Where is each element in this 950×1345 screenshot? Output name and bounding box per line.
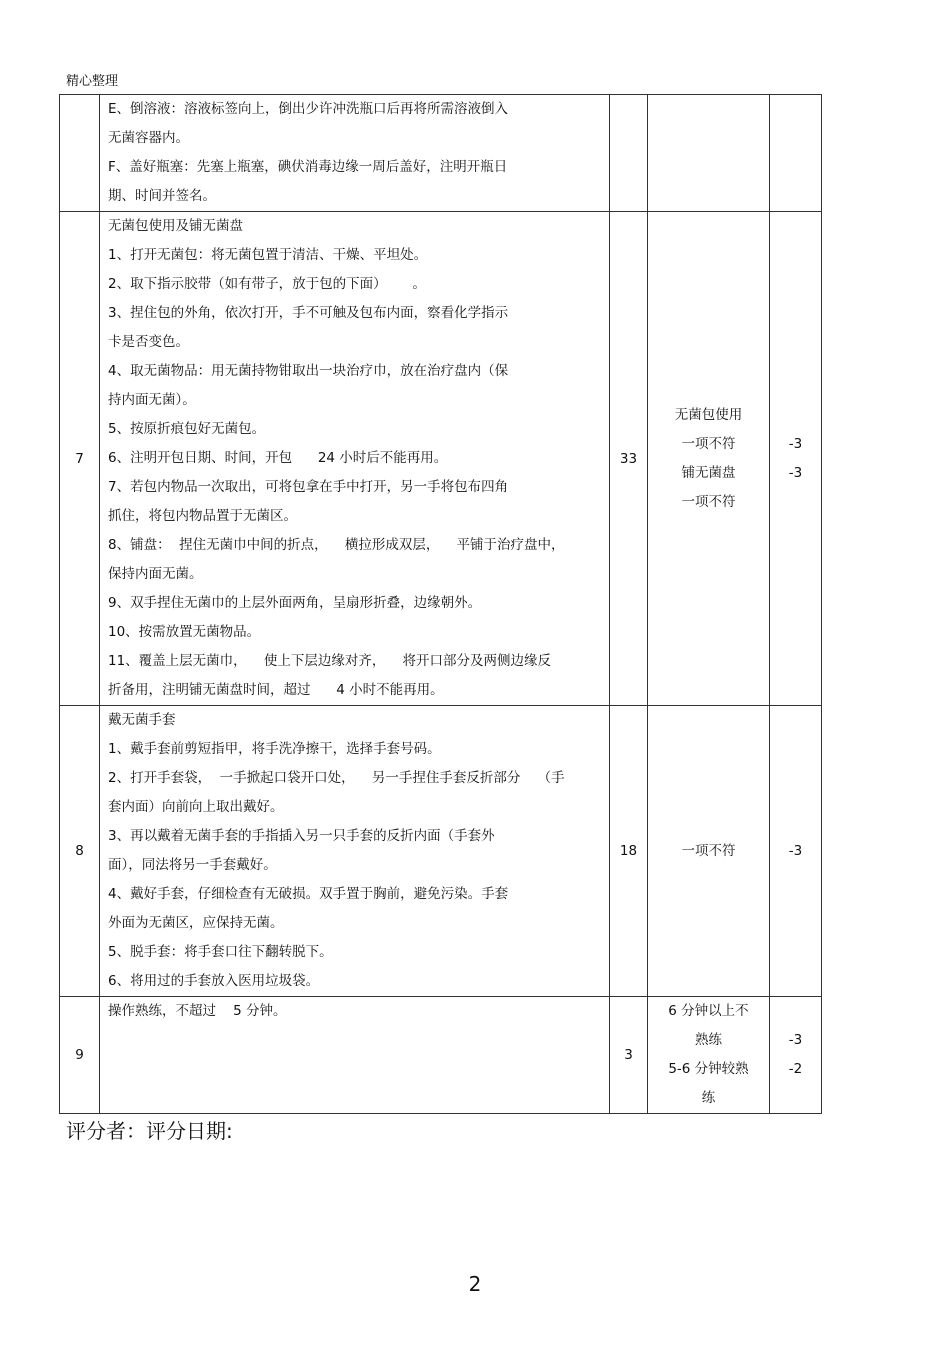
content-line: 套内面）向前向上取出戴好。 — [108, 799, 284, 815]
deduction-criteria — [648, 95, 770, 212]
content-line: 10、按需放置无菌物品。 — [108, 624, 261, 640]
table-row — [60, 997, 822, 1114]
content-line: 9、双手捏住无菌巾的上层外面两角，呈扇形折叠，边缘朝外。 — [108, 595, 482, 611]
item-content — [100, 95, 610, 212]
content-line: 2、取下指示胶带（如有带子，放于包的下面） 。 — [108, 276, 426, 292]
content-line: 5、脱手套：将手套口往下翻转脱下。 — [108, 944, 333, 960]
content-line: 2、打开手套袋， 一手掀起口袋开口处， 另一手捏住手套反折部分 （手 — [108, 770, 565, 786]
criteria-line: 铺无菌盘 — [681, 464, 736, 481]
content-line: 期、时间并签名。 — [108, 188, 216, 204]
content-line: 4、戴好手套，仔细检查有无破损。双手置于胸前，避免污染。手套 — [108, 886, 509, 902]
content-line: 11、覆盖上层无菌巾， 使上下层边缘对齐， 将开口部分及两侧边缘反 — [108, 653, 552, 669]
deduction-value: -3 — [788, 842, 803, 859]
content-line: 无菌容器内。 — [108, 130, 189, 146]
content-line: 3、再以戴着无菌手套的手指插入另一只手套的反折内面（手套外 — [108, 828, 495, 844]
deduction-value: -3 — [788, 435, 803, 452]
content-line: 持内面无菌）。 — [108, 392, 196, 408]
deduction-points — [770, 997, 822, 1114]
page-number: 2 — [468, 1272, 482, 1296]
table-row — [60, 212, 822, 706]
content-line: 3、捏住包的外角，依次打开，手不可触及包布内面，察看化学指示 — [108, 305, 509, 321]
content-line: 6、注明开包日期、时间，开包 24 小时后不能再用。 — [108, 450, 448, 466]
criteria-line: 无菌包使用 — [674, 406, 743, 423]
item-number: 9 — [60, 997, 100, 1114]
content-line: 抓住，将包内物品置于无菌区。 — [108, 508, 297, 524]
criteria-line: 一项不符 — [681, 842, 736, 859]
item-content — [100, 997, 610, 1114]
table-row — [60, 706, 822, 997]
item-content — [100, 706, 610, 997]
deduction-criteria — [648, 997, 770, 1114]
item-score — [610, 95, 648, 212]
criteria-line: 一项不符 — [681, 435, 736, 452]
item-number: 7 — [60, 212, 100, 706]
deduction-criteria — [648, 706, 770, 997]
item-score: 18 — [610, 706, 648, 997]
item-number — [60, 95, 100, 212]
item-score: 3 — [610, 997, 648, 1114]
deduction-criteria — [648, 212, 770, 706]
content-line: 操作熟练，不超过 5 分钟。 — [108, 1003, 287, 1019]
deduction-value: -3 — [788, 464, 803, 481]
content-line: E、倒溶液：溶液标签向上，倒出少许冲洗瓶口后再将所需溶液倒入 — [108, 101, 509, 117]
deduction-points — [770, 706, 822, 997]
content-line: 1、打开无菌包：将无菌包置于清洁、干燥、平坦处。 — [108, 247, 428, 263]
item-score: 33 — [610, 212, 648, 706]
scorer-signature-line: 评分者：评分日期: — [66, 1119, 233, 1143]
content-line: 戴无菌手套 — [108, 712, 176, 728]
content-line: 7、若包内物品一次取出，可将包拿在手中打开，另一手将包布四角 — [108, 479, 509, 495]
deduction-value: -2 — [788, 1061, 803, 1077]
content-line: 6、将用过的手套放入医用垃圾袋。 — [108, 973, 320, 989]
criteria-line: 练 — [701, 1090, 716, 1106]
content-line: 面），同法将另一手套戴好。 — [108, 857, 277, 873]
criteria-line: 一项不符 — [681, 493, 736, 510]
criteria-line: 熟练 — [695, 1032, 722, 1048]
criteria-line: 5-6 分钟较熟 — [668, 1061, 749, 1077]
deduction-points — [770, 95, 822, 212]
item-content — [100, 212, 610, 706]
content-line: F、盖好瓶塞：先塞上瓶塞，碘伏消毒边缘一周后盖好，注明开瓶日 — [108, 159, 508, 175]
content-line: 无菌包使用及铺无菌盘 — [108, 218, 243, 234]
content-line: 外面为无菌区，应保持无菌。 — [108, 915, 284, 931]
item-number: 8 — [60, 706, 100, 997]
content-line: 卡是否变色。 — [108, 334, 189, 350]
content-line: 折备用，注明铺无菌盘时间，超过 4 小时不能再用。 — [108, 682, 444, 698]
deduction-points — [770, 212, 822, 706]
criteria-line: 6 分钟以上不 — [668, 1003, 749, 1019]
content-line: 5、按原折痕包好无菌包。 — [108, 421, 266, 437]
content-line: 保持内面无菌。 — [108, 566, 203, 582]
content-line: 8、铺盘： 捏住无菌巾中间的折点， 横拉形成双层， 平铺于治疗盘中， — [108, 537, 565, 553]
content-line: 1、戴手套前剪短指甲，将手洗净擦干，选择手套号码。 — [108, 741, 441, 757]
scoring-table — [59, 94, 822, 1114]
table-row — [60, 95, 822, 212]
page-header: 精心整理 — [66, 74, 119, 89]
deduction-value: -3 — [788, 1032, 803, 1048]
content-line: 4、取无菌物品：用无菌持物钳取出一块治疗巾，放在治疗盘内（保 — [108, 363, 509, 379]
